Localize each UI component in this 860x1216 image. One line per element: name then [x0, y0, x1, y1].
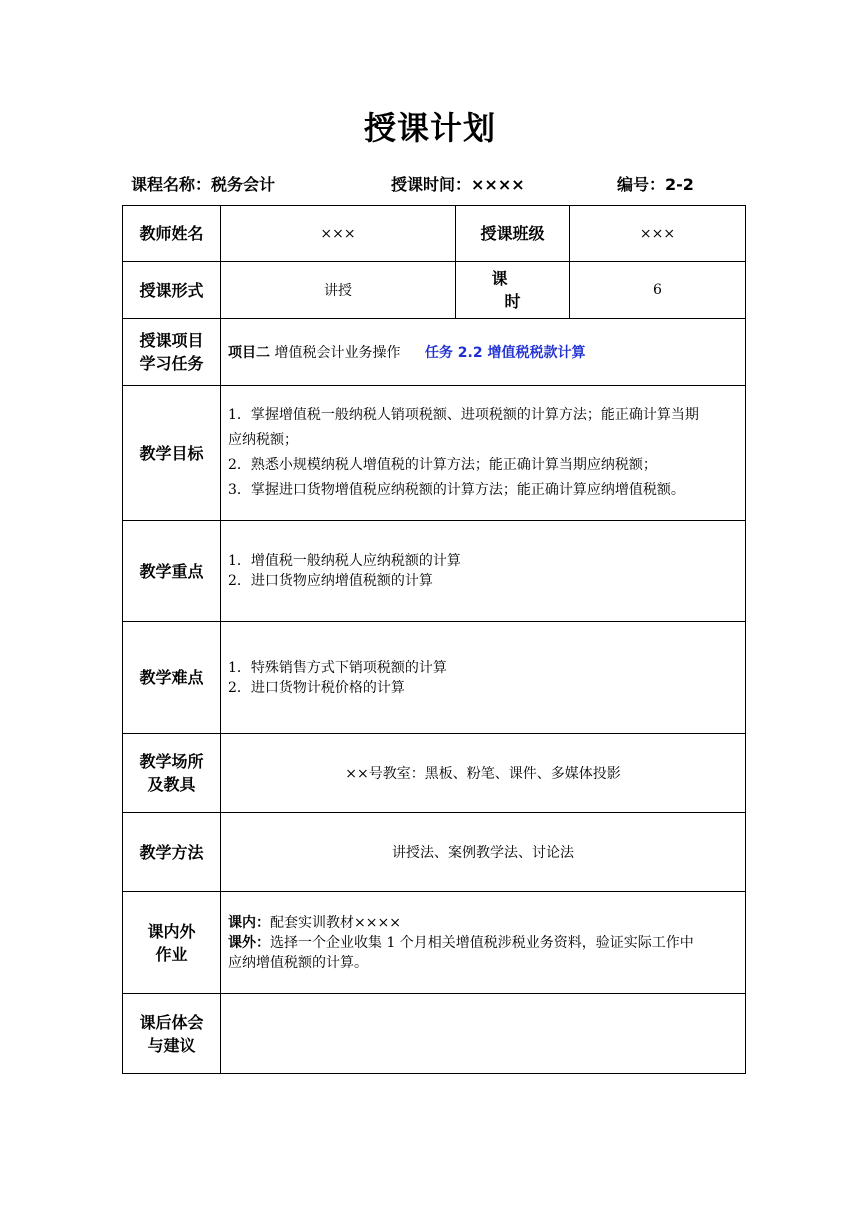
plan-number-value: 2-2 — [665, 175, 694, 194]
difficulty-item: 1．特殊销售方式下销项税额的计算 — [228, 659, 447, 676]
row-reflection — [123, 994, 746, 1074]
key-points-list — [221, 521, 746, 622]
project-value — [221, 319, 746, 386]
project-name: 增值税会计业务操作 — [274, 345, 401, 361]
key-point-item: 2．进口货物应纳增值税额的计算 — [228, 573, 433, 589]
method-value: 讲授法、案例教学法、讨论法 — [221, 813, 746, 892]
form-label: 授课形式 — [123, 262, 221, 319]
class-label: 授课班级 — [456, 206, 570, 262]
row-homework — [123, 892, 746, 994]
plan-number — [617, 172, 694, 195]
difficulties-list — [221, 622, 746, 734]
difficulty-item: 2．进口货物计税价格的计算 — [228, 679, 405, 696]
row-key-points — [123, 521, 746, 622]
task-text: 任务 2.2 增值税税款计算 — [424, 345, 586, 361]
objectives-list — [221, 386, 746, 521]
homework-value — [221, 892, 746, 994]
hours-label: 课 时 — [456, 262, 570, 319]
course-name-value: 税务会计 — [211, 175, 276, 194]
row-teacher — [123, 206, 746, 262]
plan-table — [122, 205, 746, 1074]
form-value: 讲授 — [221, 262, 456, 319]
venue-value: ××号教室：黑板、粉笔、课件、多媒体投影 — [221, 734, 746, 813]
objectives-label: 教学目标 — [123, 386, 221, 521]
row-objectives — [123, 386, 746, 521]
reflection-value — [221, 994, 746, 1074]
reflection-label: 课后体会 与建议 — [123, 994, 221, 1074]
teacher-label: 教师姓名 — [123, 206, 221, 262]
class-value: ××× — [570, 206, 746, 262]
difficulties-label: 教学难点 — [123, 622, 221, 734]
objective-item: 2．熟悉小规模纳税人增值税的计算方法；能正确计算当期应纳税额； — [228, 457, 657, 473]
row-form — [123, 262, 746, 319]
homework-out: 课外：选择一个企业收集 1 个月相关增值税涉税业务资料，验证实际工作中 — [228, 934, 694, 951]
venue-label: 教学场所 及教具 — [123, 734, 221, 813]
project-prefix: 项目二 — [228, 345, 270, 361]
row-method — [123, 813, 746, 892]
objective-item: 1．掌握增值税一般纳税人销项税额、进项税额的计算方法；能正确计算当期 — [228, 407, 699, 423]
project-label: 授课项目 学习任务 — [123, 319, 221, 386]
course-name — [131, 172, 275, 195]
row-difficulties — [123, 622, 746, 734]
row-venue — [123, 734, 746, 813]
teacher-value: ××× — [221, 206, 456, 262]
page-title: 授课计划 — [363, 109, 496, 147]
course-name-label: 课程名称： — [131, 175, 212, 194]
homework-in: 课内：配套实训教材×××× — [228, 914, 401, 931]
key-point-item: 1．增值税一般纳税人应纳税额的计算 — [228, 553, 461, 569]
objective-item: 3．掌握进口货物增值税应纳税额的计算方法；能正确计算应纳增值税额。 — [228, 482, 685, 498]
method-label: 教学方法 — [123, 813, 221, 892]
hours-value: 6 — [570, 262, 746, 319]
teaching-time-value: ×××× — [471, 175, 525, 194]
key-points-label: 教学重点 — [123, 521, 221, 622]
plan-number-label: 编号： — [617, 175, 666, 194]
teaching-time — [391, 172, 525, 195]
teaching-time-label: 授课时间： — [391, 175, 472, 194]
row-project — [123, 319, 746, 386]
objective-item: 应纳税额； — [228, 432, 298, 448]
homework-label: 课内外 作业 — [123, 892, 221, 994]
homework-out-continued: 应纳增值税额的计算。 — [228, 954, 368, 971]
